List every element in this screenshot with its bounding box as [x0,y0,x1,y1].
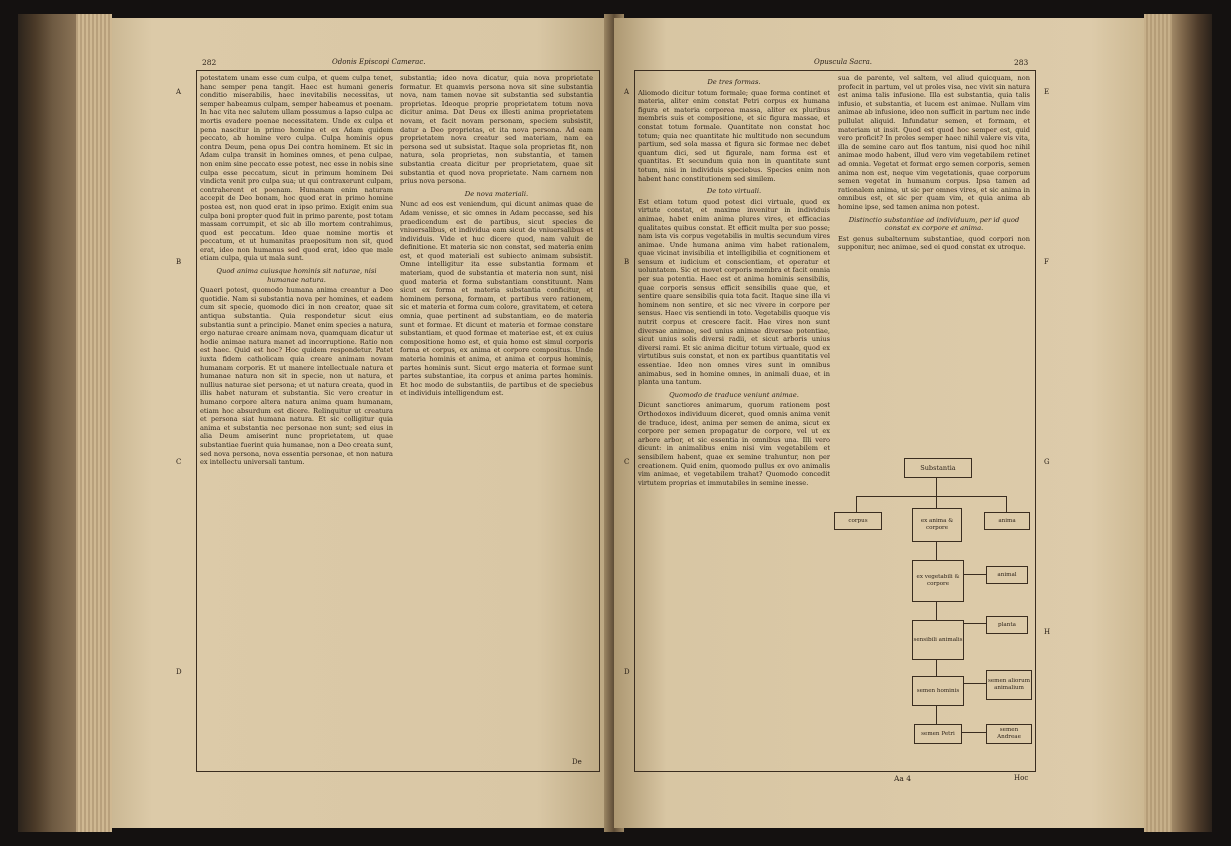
margin-letter-a: A [624,88,630,96]
right-page-stack [1144,14,1172,832]
body-text: sua de parente, vel saltem, vel aliud quicquam, non profecit in partum, vel ut proles visa, nec vivit sin natura est anima talis infusione. Illa est substantia, quia talis infusio, et substantia, et lucem est animae. Nullam vim animae ab infusione, ideo non sufficit in partum nec inde pullulat aliquid. Infundatur semen, et formam, et materiam ut insit. Quod est quod hoc semper est, quid vero proficit? In proles semper haec nihil valere vis vita, illa de semine caro aut flos tantum, nisi quod hoc nihil animae modo habent, illud vero vim vegetabilem retinet ad omnia. Vegetat et format ergo semen corporis, semen anima non est, neque vim vegetationis, quae corporum semen vegetat in humanum corpus. Ipsa tamen ad rationalem anima, ut sic per omnes vires, et sic anima in omnibus est, et sic per quam vim, et quia anima ab homine ipse, sed tamen anima non potest. [838,74,1030,211]
diagram-node-semen-petri: semen Petri [914,724,962,744]
left-running-head: Odonis Episcopi Camerac. [332,58,426,66]
margin-letter-b: B [176,258,182,266]
margin-letter-g: G [1044,458,1050,466]
right-cover-edge [1172,14,1212,832]
left-page-number: 282 [202,58,217,67]
section-heading: Quomodo de traduce veniunt animae. [669,390,799,399]
left-page-stack [76,14,112,832]
diagram-node-semen-andreae: semen Andreae [986,724,1032,744]
section-heading: Distinctio substantiae ad individuum, per id quod constat ex corpore et anima. [848,215,1020,233]
right-page-number: 283 [1014,58,1029,67]
body-text: Est genus subalternum substantiae, quod corpori non supponitur, nec animae, sed ei quod constat ex utroque. [838,234,1030,252]
body-text: Dicunt sanctiores animarum, quorum rationem post Orthodoxos individuum diceret, quod omnis anima venit de traduce, idest, anima per semen de anima, sicut ex corpore per semen propagatur de corpore, vel ut ex arbore arbor, et sic essentia in omnibus una. Illi vero dicunt: in animalibus enim nisi vim vegetabilem et sensibilem habent, quae ex semine trahuntur, non per creationem. Quid enim, quomodo pullus ex ovo animalis vim animae, et vegetabilem trahat? Quomodo concedit virtutem proprias et immutabiles in semine inesse. [638,401,830,487]
left-column-1 [200,74,393,764]
body-text: potestatem unam esse cum culpa, et quem culpa tenet, hanc semper pena tangit. Haec est humani generis conditio miserabilis, haec inevitabilis necessitas, ut semper habeamus culpam, semper habeamus et poenam. In hac vita nec salutem ullam possumus a lapso culpa ac mortis evadere poenae necessitatem. Unde ex culpa et pena nascitur in primo homine et ex Adam quidem peccato, ab homine vero culpa. Culpa hominis opus contra Deum, pena opus Dei contra hominem. Et sic in Adam culpa transit in homines omnes, et pena culpae, non enim sine peccato esse potest, nec esse in nobis sine culpa esse peccatum, sicut in primum hominem Dei vindicta venit pro culpa sua; ut qui contraxerunt culpam, contraherent et poenam. Humanam enim naturam accepit de Deo bonam, hoc quod erat in primo homine postea est, non quod erat in ipso primo. Exigit enim sua culpa boni propter quod fuit in primo parente, post totam massam corrumpit, et sic ab illo mortem contrahimus, quod est peccatum. Ideo quae nomine mortis et peccatum, et ut humanitas praepositum non sit, quod erat, ideo non humanus sed quod erat, ideo que male etiam culpa, quia ut mala sunt. [200,74,393,263]
margin-letter-h: H [1044,628,1051,636]
body-text: Nunc ad eos est veniendum, qui dicunt animas quae de Adam venisse, et sic omnes in Adam peccasse, sed his praedicendum est de partibus, sicut species de vniuersalibus, et individua eam sicut de vniuersalibus et individuis. Vide et huc dicere quod, nam valuit de definitione. Et materia sic non constat, sed materia enim est, et quod materiali est subiecto animam subsistit. Omne intelligitur ita esse substantia formam et materiam, quod de substantia et materia non sunt, nisi quod materia et forma substantiam constituunt. Nam sicut ex forma et materia substantia conficitur, et hominem persona, formam, et partibus vero rationem, sic et materia et forma cum colore, gravitatem, et cetera omnia, quae pertinent ad substantiam, eo de materia sunt et formae. Et dicunt et materia et formae constare substantiam, et quod formae et materiae est, et ex cuius compositione homo est, et quia homo est simul corporis forma et corpus, ex anima et corpore compositus. Unde materia hominis et anima, et anima et corpus hominis, partes hominis sunt. Sicut ergo materia et formae sunt partes substantiae, ita corpus et anima partes hominis. Et hoc modo de substantiis, de partibus et de speciebus et individuis intelligendum est. [400,200,593,398]
diagram-node-planta: planta [986,616,1028,634]
margin-letter-d: D [176,668,182,676]
margin-letter-a: A [176,88,182,96]
footer-signature: Aa 4 [894,774,912,783]
right-column-2 [838,74,1030,434]
section-heading: De nova materiali. [464,189,529,198]
diagram-node-vegetabili: ex vegetabili & corpore [912,560,964,602]
section-heading: De tres formas. [707,78,761,86]
margin-letter-f: F [1044,258,1049,266]
left-cover-edge [18,14,76,832]
margin-letter-b: B [624,258,630,266]
diagram-node-semen-hominis: semen hominis [912,676,964,706]
margin-letter-e: E [1044,88,1050,96]
diagram-node-ex-anima-corpore: ex anima & corpore [912,508,962,542]
margin-letter-c: C [176,458,182,466]
section-heading: Quod anima cuiusque hominis sit naturae, nisi humanae natura. [216,267,377,284]
left-column-2 [400,74,593,764]
section-heading: De toto virtuali. [706,187,762,196]
right-catchword: Hoc [1014,774,1029,782]
diagram-node-substantia: Substantia [904,458,972,478]
right-page [614,18,1144,828]
diagram-node-animal: animal [986,566,1028,584]
body-text: substantia; ideo nova dicatur, quia nova proprietate formatur. Et quamvis persona nova sit sine substantia nova, nam tamen novae sit substantia sed substantia proprietas. Ideoque proprie proprietatem totum nova dicitur anima. Dat Deus ex illesti anima proprietatem novam, et facit novam personam, speciem subsistit, datur a Deo proprietas, et ita nova persona. Ad eam proprietatem nova creatur sed materiam, nam ea persona sed ut subsistat. Itaque sola proprietas fit, non natura, sola proprietas, non substantia, et tamen substantia creata dicitur per proprietatem, quae sit substantia et quod nova proprietate. Nam carnem non prius nova persona. [400,74,593,186]
right-column-1 [638,74,830,764]
body-text: Aliomodo dicitur totum formale; quae forma continet et materia, aliter enim constat Petri corpus ex humana figura et materia corporea massa, aliter ex pluribus membris suis et compositione, et sic figura massae, et constat totum formale. Quantitate non constat hoc totum; quia nec quantitate hic multitudo non secundum partium, sed sola massa et figura sic formae nec debet quantum dici, sed ut figurale, nam forma est et quantitas. Et secundum quia non in quantitate sunt totum, nisi in individuis speciebus. Species enim non habent hanc constitutionem sed similem. [638,88,830,183]
diagram-node-semen-aliorum: semen aliorum animalium [986,670,1032,700]
open-book [18,14,1212,832]
margin-letter-c: C [624,458,630,466]
left-catchword: De [572,758,582,766]
diagram-node-sensibili: sensibili animalis [912,620,964,660]
left-page [112,18,612,828]
right-running-head: Opuscula Sacra. [814,58,873,66]
diagram-node-anima: anima [984,512,1030,530]
margin-letter-d: D [624,668,630,676]
body-text: Quaeri potest, quomodo humana anima creantur a Deo quotidie. Nam si substantia nova per homines, et eadem cum sit specie, quomodo dici in non creator, quae sit antiqua substantia. Quia respondetur sicut eius substantia sunt a principio. Manet enim species a natura, ergo naturae creare animam nova, quamquam dicatur ut hodie animae natura manet ad incorruptione. Ratio non est haec. Quid est hoc? Hoc quidem respondetur. Patet iuxta fidem catholicam quia creare animam novam humanam corporis. Et ut manere intellectuale natura et humanae natura non sit in specie, non ut natura, et nullius naturae siet persona; et ut natura creata, quod in illis habet naturam et substantia. Sic vero creatur in humano corpore altera natura anima quam humanam, etiam hoc absurdum est dicere. Relinquitur ut creatura et persona siat humana natura. Et sic colligitur quia anima et substantia nec personae non sunt; sed eius in alia Deum amiserint nunc proprietatem, ut quae substantiae fuerint quia humanae, non a Deo creata sunt, sed nova persona, nova essentia personae, et non natura ex intellectu universali tantum. [200,286,393,467]
diagram-node-corpus: corpus [834,512,882,530]
body-text: Est etiam totum quod potest dici virtuale, quod ex virtute constat, et maxime invenitur in individuis animae, habet enim anima plures vires, et efficacias qualitates quibus constat. Et efficit multa per suo posse; nam ista vis corpus vegetabilis in multis secundum vires animae. Unde humana anima vim habet rationalem, quae vicinat invisibilia et intelligibilia et cognitionem et sensum et iudicium et conscientiam, et operatur et uoluntatem. Sic et movet corporis membra et facit omnia per sua potentia. Haec est et anima hominis sensibilis, quae corporis sensus efficit sensibilis quae que, et sentire quare sensibilis quia tota facit. Itaque sine illa vi hominem non sentire, et sic nec vivere in corpore per sensus. Haec vis sentiendi in toto. Vegetabilis quoque vis nutrit corpus et crescere facit. Hae vires non sunt diversae animae, sed unius animae diversae potentiae, sicut unius solis diversi radii, et sicut arboris unius diversi rami. Et sic anima dicitur totum virtuale, quod ex virtutibus suis constat, et non ex partibus quantitatis vel essentiae. Ideo non omnes vires sunt in omnibus animabus, sed in homine omnes, in animali duae, et in planta una tantum. [638,197,830,387]
